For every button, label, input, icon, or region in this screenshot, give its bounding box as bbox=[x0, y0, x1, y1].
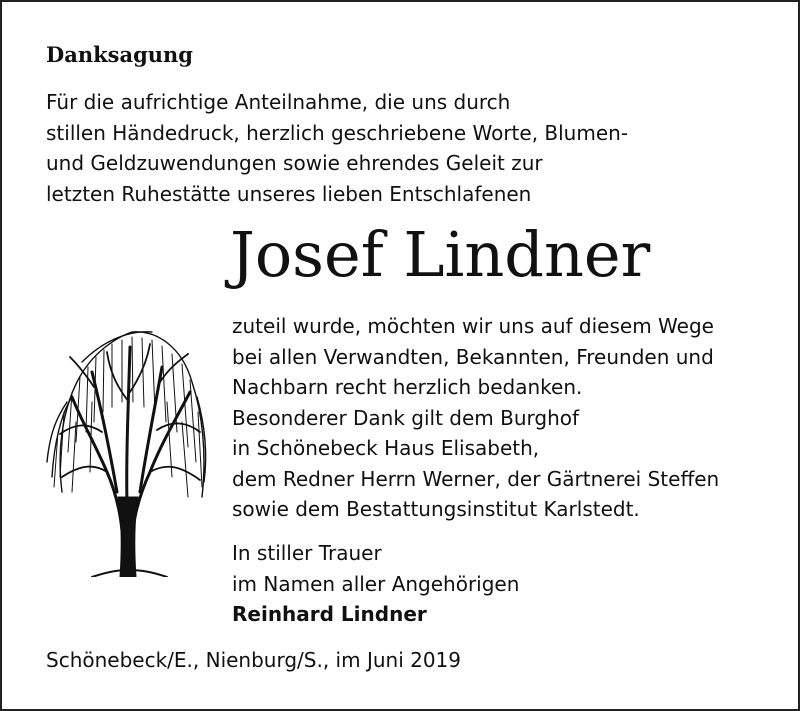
body-line: sowie dem Bestattungsinstitut Karlstedt. bbox=[232, 497, 640, 521]
place-date: Schönebeck/E., Nienburg/S., im Juni 2019 bbox=[46, 648, 462, 672]
intro-line: letzten Ruhestätte unseres lieben Entschlafenen bbox=[46, 181, 532, 206]
body-text bbox=[232, 311, 719, 525]
body-line: in Schönebeck Haus Elisabeth, bbox=[232, 436, 540, 460]
body-line: Besonderer Dank gilt dem Burghof bbox=[232, 405, 580, 430]
signature-block bbox=[232, 538, 519, 630]
body-line: bei allen Verwandten, Bekannten, Freunden und bbox=[232, 344, 714, 369]
signature-line: im Namen aller Angehörigen bbox=[232, 571, 520, 596]
body-line: zuteil wurde, möchten wir uns auf diesem Wege bbox=[232, 314, 714, 338]
signature-line: In stiller Trauer bbox=[232, 541, 382, 565]
intro-line: stillen Händedruck, herzlich geschriebene Worte, Blumen- bbox=[46, 120, 629, 145]
intro-text bbox=[46, 87, 628, 209]
weeping-willow-tree-icon bbox=[32, 302, 212, 577]
intro-line: Für die aufrichtige Anteilnahme, die uns durch bbox=[46, 90, 511, 114]
body-line: Nachbarn recht herzlich bedanken. bbox=[232, 375, 583, 399]
notice-heading: Danksagung bbox=[46, 42, 193, 67]
body-line: dem Redner Herrn Werner, der Gärtnerei Steffen bbox=[232, 466, 720, 491]
signer-name: Reinhard Lindner bbox=[232, 602, 427, 626]
deceased-name: Josef Lindner bbox=[230, 218, 651, 291]
intro-line: und Geldzuwendungen sowie ehrendes Geleit zur bbox=[46, 151, 543, 175]
